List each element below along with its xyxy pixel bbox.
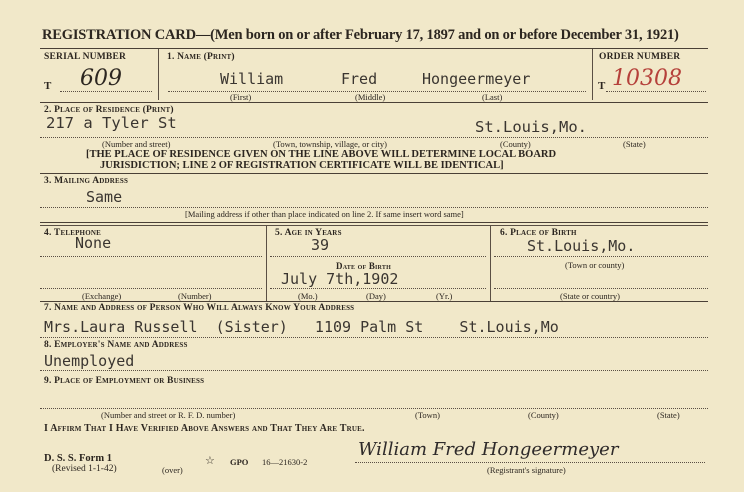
caption-state: (State) <box>623 139 646 149</box>
order-number: 10308 <box>612 66 682 91</box>
row-rule <box>40 222 708 223</box>
divider <box>490 225 491 301</box>
signature-line <box>355 462 705 463</box>
contact-label: 7. Name and Address of Person Who Will Always Know Your Address <box>44 303 355 313</box>
telephone-line <box>40 256 262 257</box>
caption-town-county: (Town or county) <box>565 260 625 270</box>
residence-line <box>40 137 708 138</box>
caption-state: (State) <box>657 410 680 420</box>
caption-number: (Number) <box>178 291 212 301</box>
residence-label: 2. Place of Residence (Print) <box>44 105 174 115</box>
mailing-line <box>40 207 708 208</box>
first-caption: (First) <box>230 92 252 102</box>
contact-value: Mrs.Laura Russell (Sister) 1109 Palm St St.Louis,Mo <box>44 318 559 336</box>
mailing-value: Same <box>86 188 123 206</box>
telephone-line <box>40 288 262 289</box>
divider <box>592 49 593 100</box>
birthplace-value: St.Louis,Mo. <box>527 237 636 255</box>
age-value: 39 <box>311 236 330 254</box>
employer-line <box>40 370 708 371</box>
middle-caption: (Middle) <box>355 92 386 102</box>
order-prefix: T <box>598 80 606 92</box>
age-label: 5. Age in Years <box>275 228 342 238</box>
row-rule <box>40 102 708 103</box>
name-last: Hongeermeyer <box>422 70 531 88</box>
serial-number: 609 <box>80 66 122 91</box>
mailing-label: 3. Mailing Address <box>44 176 129 186</box>
caption-county: (County) <box>500 139 531 149</box>
serial-line <box>60 91 152 92</box>
form-revised: (Revised 1-1-42) <box>52 464 117 474</box>
caption-street-rfd: (Number and street or R. F. D. number) <box>101 410 236 420</box>
caption-street: (Number and street) <box>102 139 171 149</box>
name-label: 1. Name (Print) <box>167 52 235 62</box>
employer-value: Unemployed <box>44 352 135 370</box>
caption-exchange: (Exchange) <box>82 291 122 301</box>
gpo-label: GPO <box>230 457 249 467</box>
age-line <box>270 256 486 257</box>
row-rule <box>40 173 708 174</box>
gpo-number: 16—21630-2 <box>262 457 308 467</box>
card-title: REGISTRATION CARD—(Men born on or after February 17, 1897 and on or before December 31, 1921) <box>42 27 679 43</box>
star-icon: ☆ <box>205 455 215 467</box>
affirmation: I Affirm That I Have Verified Above Answers and That They Are True. <box>44 423 365 434</box>
row-rule <box>40 225 708 226</box>
order-line <box>606 91 706 92</box>
name-middle: Fred <box>341 70 378 88</box>
birthplace-label: 6. Place of Birth <box>500 228 577 238</box>
jurisdiction-notice-1: [THE PLACE OF RESIDENCE GIVEN ON THE LINE ABOVE WILL DETERMINE LOCAL BOARD <box>86 149 557 160</box>
divider <box>158 49 159 100</box>
jurisdiction-notice-2: JURISDICTION; LINE 2 OF REGISTRATION CERTIFICATE WILL BE IDENTICAL] <box>100 160 504 171</box>
birthplace-line <box>494 256 708 257</box>
caption-town: (Town, township, village, or city) <box>273 139 387 149</box>
serial-label: SERIAL NUMBER <box>44 52 127 62</box>
caption-day: (Day) <box>366 291 386 301</box>
order-label: ORDER NUMBER <box>599 52 681 62</box>
caption-town: (Town) <box>415 410 440 420</box>
dob-value: July 7th,1902 <box>281 270 399 288</box>
over-note: (over) <box>162 465 183 475</box>
signature-caption: (Registrant's signature) <box>487 465 566 475</box>
form-number: D. S. S. Form 1 <box>44 453 112 464</box>
telephone-value: None <box>75 234 112 252</box>
serial-prefix: T <box>44 80 52 92</box>
dob-line <box>270 288 486 289</box>
caption-state-country: (State or country) <box>560 291 620 301</box>
employment-line <box>40 408 708 409</box>
registrant-signature: William Fred Hongeermeyer <box>358 439 619 460</box>
caption-month: (Mo.) <box>298 291 318 301</box>
last-caption: (Last) <box>482 92 503 102</box>
employer-label: 8. Employer's Name and Address <box>44 340 188 350</box>
caption-county: (County) <box>528 410 559 420</box>
row-rule <box>40 301 708 302</box>
employment-place-label: 9. Place of Employment or Business <box>44 376 205 386</box>
telephone-label: 4. Telephone <box>44 228 101 238</box>
residence-street: 217 a Tyler St <box>46 114 177 132</box>
dob-label: Date of Birth <box>336 261 391 271</box>
birthplace-line <box>494 288 708 289</box>
mailing-caption: [Mailing address if other than place indicated on line 2. If same insert word same] <box>185 209 464 219</box>
caption-year: (Yr.) <box>436 291 453 301</box>
name-first: William <box>220 70 284 88</box>
residence-city-state: St.Louis,Mo. <box>475 118 587 136</box>
contact-line <box>40 337 708 338</box>
divider <box>266 225 267 301</box>
title-rule <box>40 48 708 49</box>
